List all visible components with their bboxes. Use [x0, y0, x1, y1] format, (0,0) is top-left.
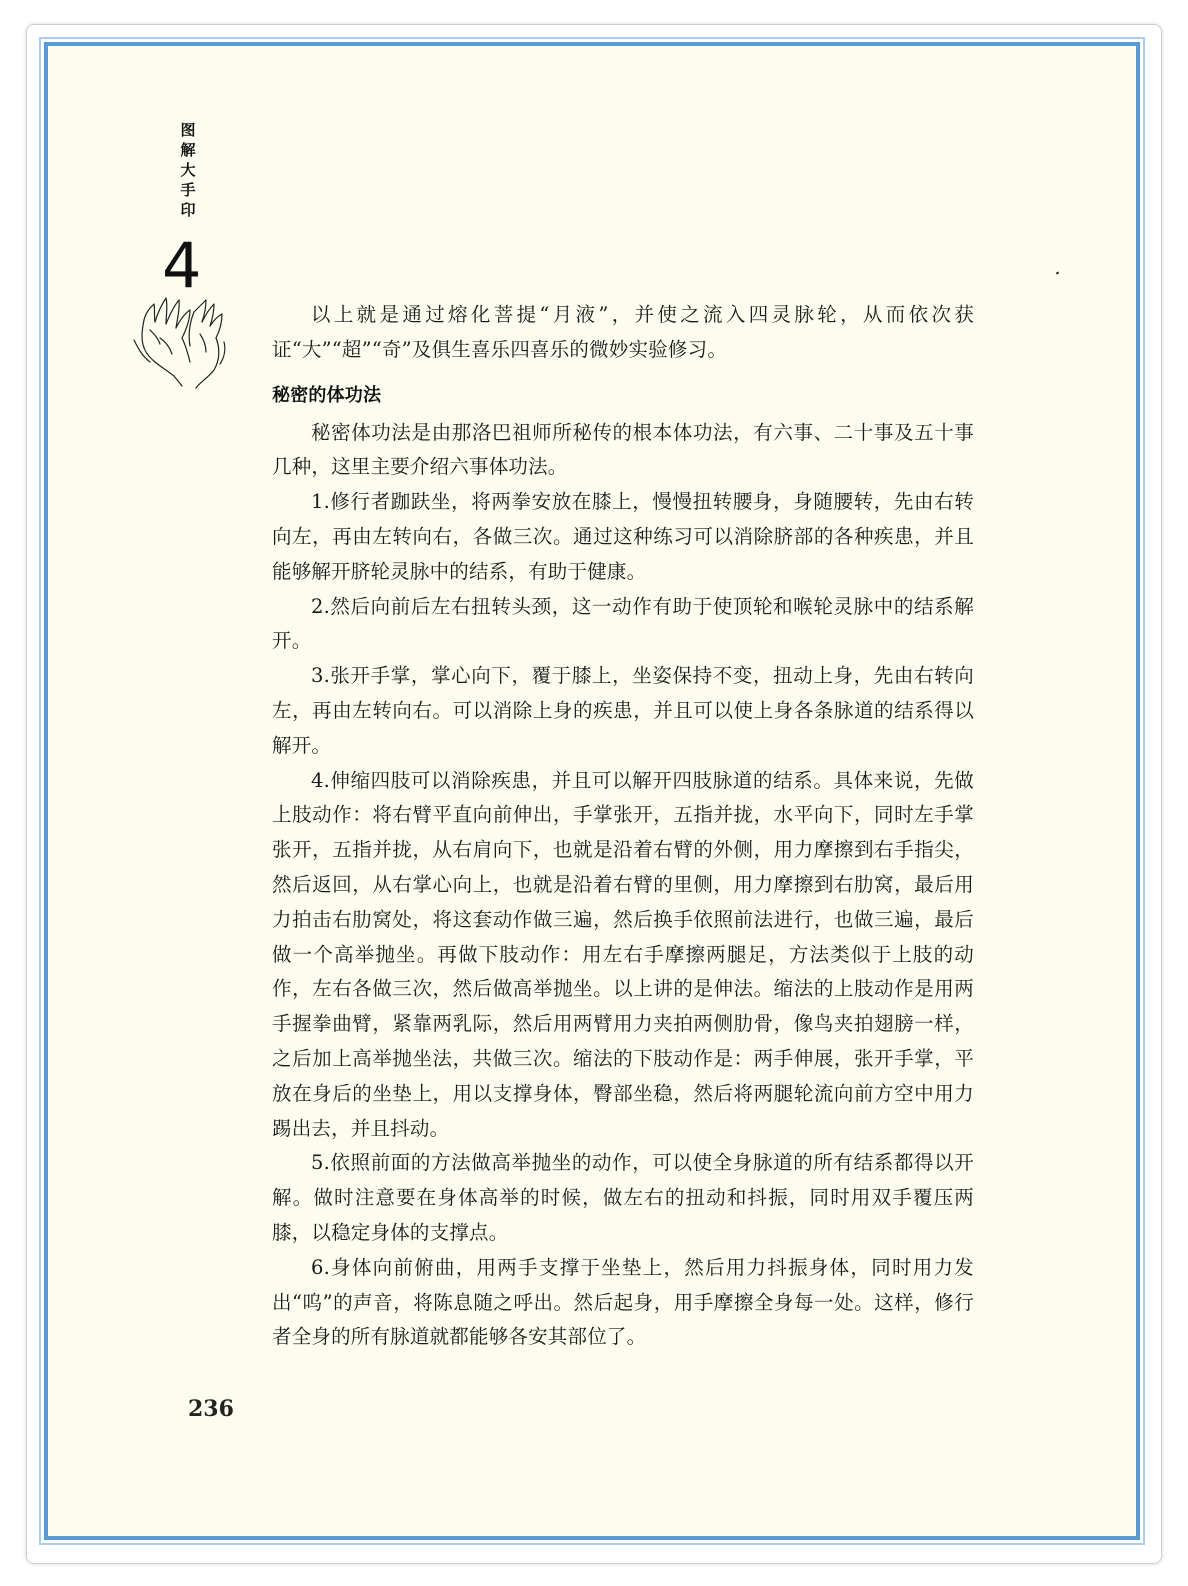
paragraph: 3.张开手掌，掌心向下，覆于膝上，坐姿保持不变，扭动上身，先由右转向左，再由左转向右。可以消除上身的疾患，并且可以使上身各条脉道的结系得以解开。 [272, 664, 974, 757]
paragraph: 2.然后向前后左右扭转头颈，这一动作有助于使顶轮和喉轮灵脉中的结系解开。 [272, 594, 974, 653]
paragraph: 1.修行者跏趺坐，将两拳安放在膝上，慢慢扭转腰身，身随腰转，先由右转向左，再由左转向右，各做三次。通过这种练习可以消除脐部的各种疾患，并且能够解开脐轮灵脉中的结系，有助于健康。 [272, 490, 974, 583]
paragraph: 秘密体功法是由那洛巴祖师所秘传的根本体功法，有六事、二十事及五十事几种，这里主要介绍六事体功法。 [272, 420, 974, 479]
intro-paragraph: 以上就是通过熔化菩提“月液”，并使之流入四灵脉轮，从而依次获证“大”“超”“奇”及俱生喜乐四喜乐的微妙实验修习。 [272, 303, 974, 361]
page-number: 236 [188, 1396, 234, 1422]
section-heading: 秘密的体功法 [272, 384, 382, 406]
paragraph: 4.伸缩四肢可以消除疾患，并且可以解开四肢脉道的结系。具体来说，先做上肢动作：将右臂平直向前伸出，手掌张开，五指并拢，水平向下，同时左手掌张开，五指并拢，从右肩向下，也就是沿着右臂的外侧，用力摩擦到右手指尖，然后返回，从右掌心向上，也就是沿着右臂的里侧，用力摩擦到右肋窝，最后用力拍击右肋窝处，将这套动作做三遍，然后换手依照前法进行，也做三遍，最后做一个高举抛坐。再做下肢动作：用左右手摩擦两腿足，方法类似于上肢的动作，左右各做三次，然后做高举抛坐。以上讲的是伸法。缩法的上肢动作是用两手握拳曲臂，紧靠两乳际，然后用两臂用力夹拍两侧肋骨，像鸟夹拍翅膀一样，之后加上高举抛坐法，共做三次。缩法的下肢动作是：两手伸展，张开手掌，平放在身后的坐垫上，用以支撑身体，臀部坐稳，然后将两腿轮流向前方空中用力踢出去，并且抖动。 [272, 768, 974, 1140]
paragraph: 6.身体向前俯曲，用两手支撑于坐垫上，然后用力抖振身体，同时用力发出“呜”的声音，将陈息随之呼出。然后起身，用手摩擦全身每一处。这样，修行者全身的所有脉道就都能够各安其部位了。 [272, 1255, 974, 1349]
book-page [44, 42, 1140, 1540]
chapter-number: 4 [162, 229, 202, 302]
stray-mark [1056, 271, 1060, 274]
series-title: 图解大手印 [180, 121, 196, 219]
main-text [272, 298, 974, 1355]
paragraph: 5.依照前面的方法做高举抛坐的动作，可以使全身脉道的所有结系都得以开解。做时注意要在身体高举的时候，做左右的扭动和抖振，同时用双手覆压两膝，以稳定身体的支撑点。 [272, 1151, 974, 1244]
praying-hands-icon [124, 290, 232, 390]
